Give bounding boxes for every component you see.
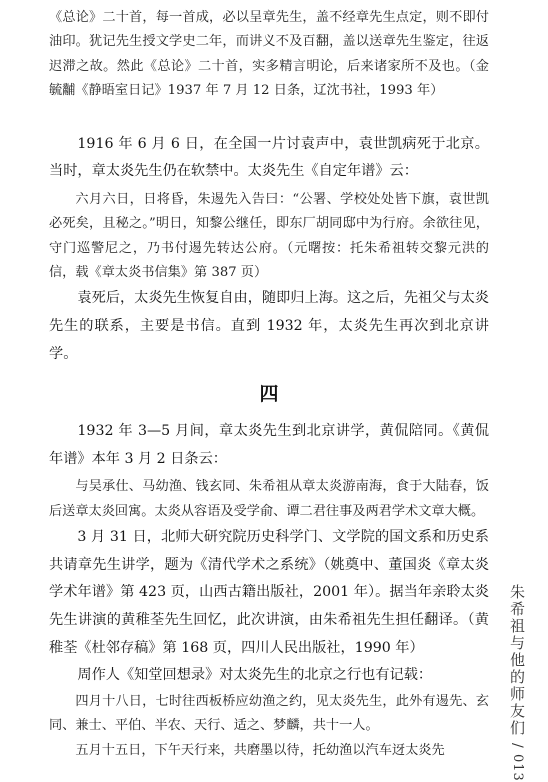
quote-paragraph-ziding-nianpu: 六月六日，日将昏，朱逷先入告曰：“公署、学校处处皆下旗，袁世凯必死矣，且秘之。”明日，知黎公继任，即东厂胡同邸中为行府。余欲往见，守门巡警尼之，乃书付逷先转达公府。（元曙按：托朱希祖转交黎元洪的信，载《章太炎书信集》第 387 页） [49,191,489,281]
section-heading: 四 [259,383,279,406]
body-paragraph-after-yuan: 袁死后，太炎先生恢复自由，随即归上海。这之后，先祖父与太炎先生的联系，主要是书信。直到 1932 年，太炎先生再次到北京讲学。 [49,290,489,362]
paragraph-gap [49,104,489,131]
quote-paragraph-may: 五月十五日，下午天行来，共磨墨以待，托幼渔以汽车迓太炎先 [75,742,445,758]
body-paragraph-1916: 1916 年 6 月 6 日，在全国一片讨袁声中，袁世凯病死于北京。当时，章太炎先生仍在软禁中。太炎先生《自定年谱》云： [49,135,489,180]
quote-paragraph-huangkan-nianpu: 与吴承仕、马幼渔、钱玄同、朱希祖从章太炎游南海，食于大陆春，饭后送章太炎回寓。太炎从容语及受学俞、谭二君往事及两君学术文章大概。 [49,479,489,519]
quote-paragraph-april: 四月十八日，七时往西板桥应幼渔之约，见太炎先生，此外有逷先、玄同、兼士、平伯、半农、天行、适之、梦麟，共十一人。 [49,693,489,734]
body-paragraph-lecture: 3 月 31 日，北师大研究院历史科学门、文学院的国文系和历史系共请章先生讲学，题为《清代学术之系统》（姚奠中、董国炎《章太炎学术年谱》第 423 页，山西古籍出版社，2001 年）。据当年亲聆太炎先生讲演的黄稚荃先生回忆，此次讲演，由朱希祖先生担任翻译。（黄稚荃《杜邻存稿》第 168 页，四川人民出版社，1990 年） [49,529,489,656]
quote-paragraph-zonglun: 《总论》二十首，每一首成，必以呈章先生，盖不经章先生点定，则不即付油印。犹记先生授文学史二年，而讲义不及百翻，盖以送章先生鉴定，往返迟滞之故。然此《总论》二十首，实多精言明论，后来诸家所不及也。（金毓黼《静晤室日记》1937 年 7 月 12 日条，辽沈书社，1993 年） [49,10,489,99]
main-text-column [49,6,489,763]
body-paragraph-zhouzuoren: 周作人《知堂回想录》对太炎先生的北京之行也有记载： [77,667,433,684]
book-title: 朱希祖与他的师友们 [508,584,526,737]
footer-separator: / [509,743,525,748]
body-paragraph-1932: 1932 年 3—5 月间，章太炎先生到北京讲学，黄侃陪同。《黄侃年谱》本年 3 月 2 日条云： [49,423,489,467]
page-number: 013 [510,753,525,782]
running-footer-vertical [507,584,527,782]
